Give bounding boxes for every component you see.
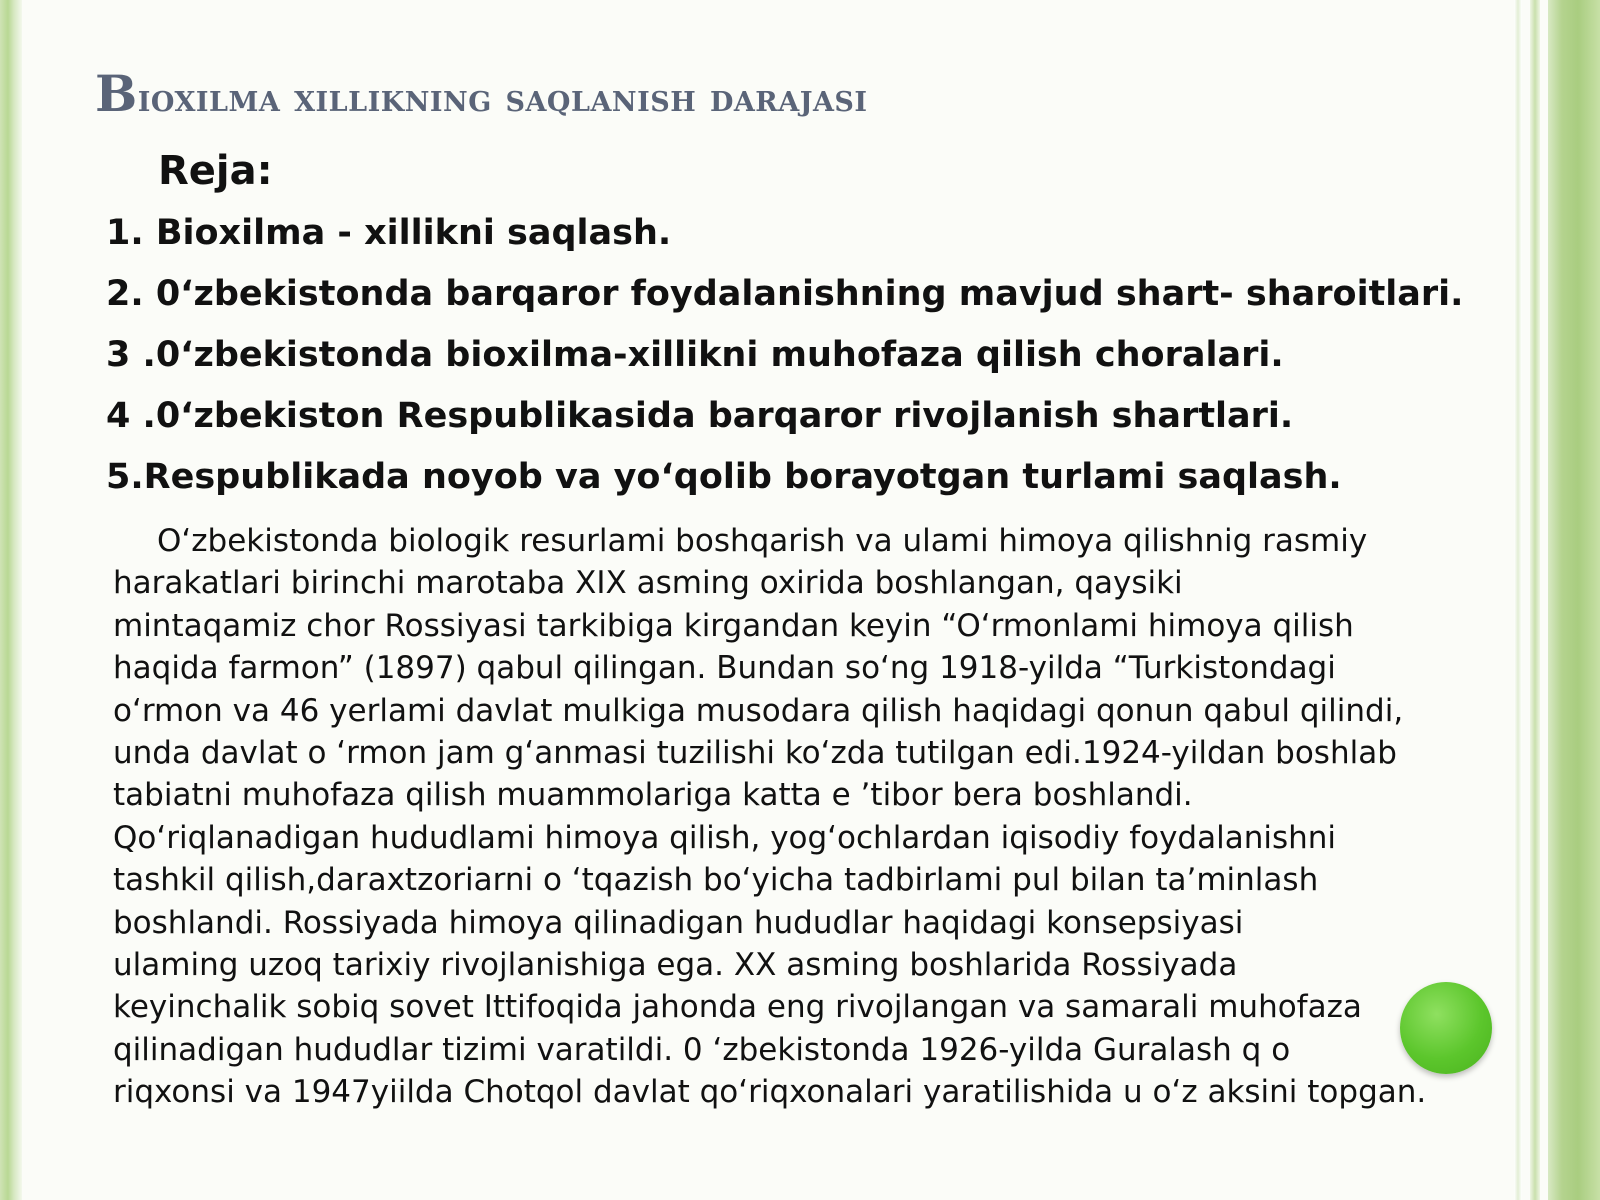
- plan-list: [106, 210, 1463, 515]
- paragraph-line: mintaqamiz chor Rossiyasi tarkibiga kirgandan keyin “O‘rmonlami himoya qilish: [113, 607, 1354, 644]
- paragraph-line: boshlandi. Rossiyada himoya qilinadigan hududlar haqidagi konsepsiyasi: [113, 904, 1244, 941]
- slide-title: [95, 64, 868, 123]
- title-rest: ioxilma xillikning saqlanish darajasi: [137, 75, 868, 120]
- paragraph-line: harakatlari birinchi marotaba XIX asming oxirida boshlangan, qaysiki: [113, 565, 1183, 602]
- green-circle-icon: [1400, 982, 1492, 1074]
- right-decor-thin-bar: [1530, 0, 1540, 1200]
- paragraph-line: O‘zbekistonda biologik resurlami boshqarish va ulami himoya qilishnig rasmiy: [157, 523, 1368, 559]
- plan-item: 4 .0‘zbekiston Respublikasida barqaror rivojlanish shartlari.: [106, 396, 1294, 436]
- left-decor-bar: [0, 0, 22, 1200]
- plan-heading: Reja:: [158, 148, 273, 194]
- right-decor-bar: [1548, 0, 1600, 1200]
- paragraph-line: qilinadigan hududlar tizimi varatildi. 0 ‘zbekistonda 1926-yilda Guralash q o: [113, 1031, 1291, 1068]
- paragraph-line: riqxonsi va 1947yiilda Chotqol davlat qo‘riqxonalari yaratilishida u o‘z aksini topgan.: [113, 1074, 1427, 1111]
- plan-item: 2. 0‘zbekistonda barqaror foydalanishning mavjud shart- sharoitlari.: [106, 274, 1464, 314]
- paragraph-line: ulaming uzoq tarixiy rivojlanishiga ega. XX asming boshlarida Rossiyada: [113, 947, 1238, 984]
- right-decor-line: [1514, 0, 1522, 1200]
- paragraph-line: unda davlat o ‘rmon jam g‘anmasi tuzilishi ko‘zda tutilgan edi.1924-yildan boshlab: [113, 735, 1397, 772]
- paragraph-line: o‘rmon va 46 yerlami davlat mulkiga musodara qilish haqidagi qonun qabul qilindi,: [113, 692, 1404, 729]
- paragraph-line: Qo‘riqlanadigan hududlami himoya qilish, yog‘ochlardan iqisodiy foydalanishni: [113, 819, 1337, 856]
- plan-item: 3 .0‘zbekistonda bioxilma-xillikni muhofaza qilish choralari.: [106, 335, 1284, 375]
- paragraph-line: haqida farmon” (1897) qabul qilingan. Bundan so‘ng 1918-yilda “Turkistondagi: [113, 650, 1336, 687]
- plan-item: 5.Respublikada noyob va yo‘qolib borayotgan turlami saqlash.: [106, 457, 1342, 497]
- paragraph-line: tabiatni muhofaza qilish muammolariga katta e ’tibor bera boshlandi.: [113, 777, 1193, 814]
- title-first-letter: B: [95, 64, 138, 123]
- plan-item: 1. Bioxilma - xillikni saqlash.: [106, 213, 672, 253]
- paragraph-line: keyinchalik sobiq sovet Ittifoqida jahonda eng rivojlangan va samarali muhofaza: [113, 989, 1362, 1026]
- body-paragraph: [113, 520, 1513, 1114]
- paragraph-line: tashkil qilish,daraxtzoriarni o ‘tqazish bo‘yicha tadbirlami pul bilan ta’minlash: [113, 862, 1319, 899]
